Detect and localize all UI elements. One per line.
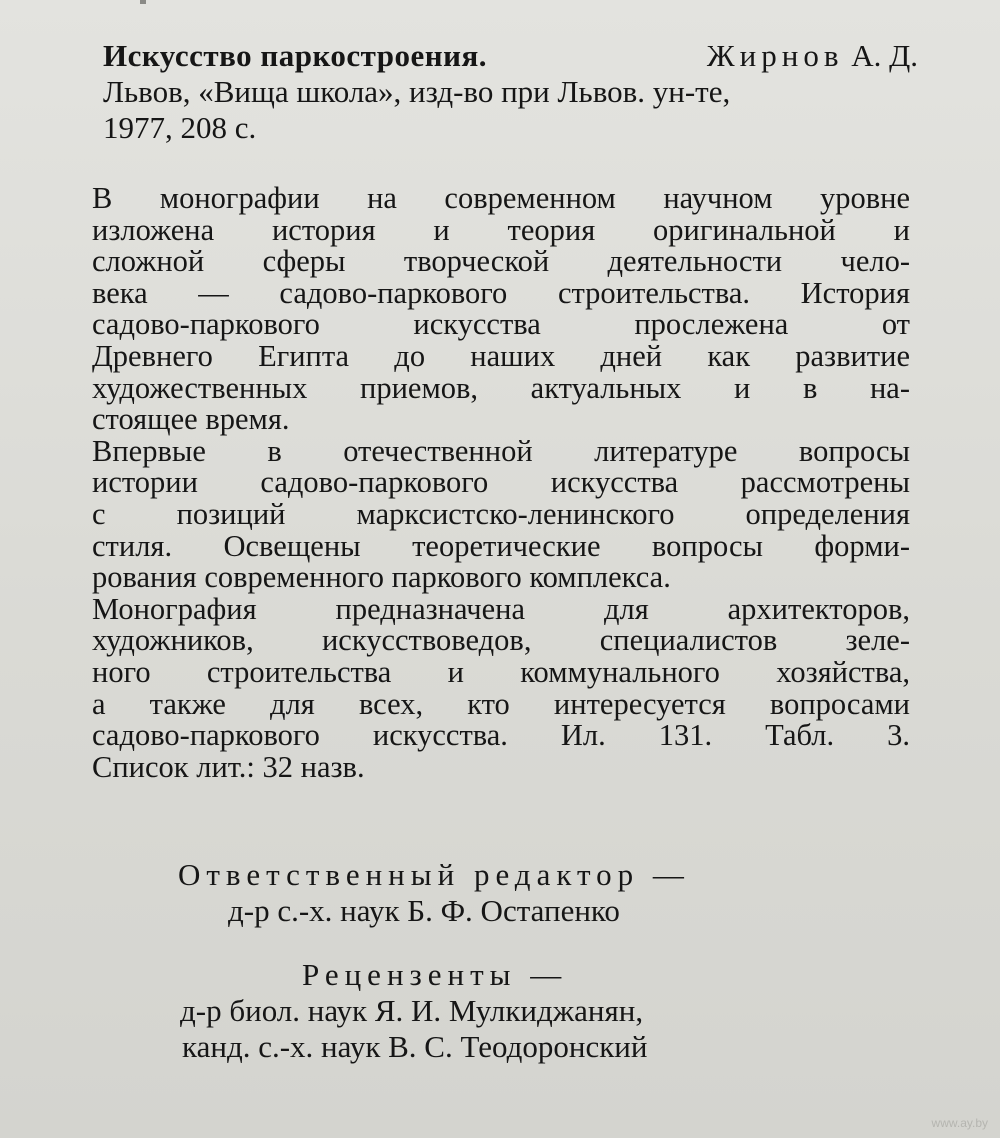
- abstract-line: В монографии на современном научном уровне: [92, 181, 910, 215]
- abstract-line: садово-паркового искусства прослежена от: [92, 307, 910, 342]
- reviewers-credit: [0, 957, 1000, 1065]
- abstract-line: художников, искусствоведов, специалистов зеле-: [92, 623, 910, 658]
- reviewer-name: канд. с.-х. наук В. С. Теодоронский: [182, 1029, 648, 1064]
- biblio-first-line: [103, 38, 918, 74]
- abstract-line: изложена история и теория оригинальной и: [92, 212, 910, 247]
- abstract-line: художественных приемов, актуальных и в на-: [92, 370, 910, 405]
- abstract-line: истории садово-паркового искусства рассмотрены: [92, 465, 910, 500]
- abstract-line: сложной сферы творческой деятельности чело-: [92, 244, 910, 279]
- abstract-line: стоящее время.: [92, 402, 290, 437]
- reviewer-name: д-р биол. наук Я. И. Мулкиджанян,: [180, 993, 644, 1028]
- abstract-line: века — садово-паркового строительства. История: [92, 275, 910, 310]
- imprint-line: Львов, «Вища школа», изд-во при Львов. ун-те,: [103, 74, 731, 109]
- abstract-text: [92, 183, 910, 783]
- editor-role: Ответственный редактор —: [178, 857, 690, 892]
- abstract-line: садово-паркового искусства. Ил. 131. Табл. 3.: [92, 718, 910, 753]
- corner-ink-mark: [140, 0, 146, 4]
- abstract-line: рования современного паркового комплекса.: [92, 560, 671, 595]
- abstract-line: Список лит.: 32 назв.: [92, 749, 365, 784]
- abstract-line: с позиций марксистско-ленинского определения: [92, 496, 910, 531]
- reviewers-role: Рецензенты —: [302, 957, 568, 992]
- editor-name: д-р с.-х. наук Б. Ф. Остапенко: [228, 893, 620, 928]
- author-surname: Жирнов: [706, 38, 844, 73]
- bibliographic-entry: [103, 38, 918, 146]
- watermark: www.ay.by: [931, 1116, 988, 1130]
- abstract-line: а также для всех, кто интересуется вопросами: [92, 686, 910, 721]
- abstract-line: стиля. Освещены теоретические вопросы форми-: [92, 528, 910, 563]
- author: [707, 38, 918, 74]
- abstract-line: Монография предназначена для архитекторов,: [92, 591, 910, 626]
- book-title: Искусство паркостроения.: [103, 38, 488, 73]
- year-pages: 1977, 208 с.: [103, 110, 257, 145]
- abstract-line: ного строительства и коммунального хозяйства,: [92, 654, 910, 689]
- author-initials: А. Д.: [851, 38, 918, 73]
- abstract-line: Впервые в отечественной литературе вопросы: [92, 433, 910, 468]
- abstract-line: Древнего Египта до наших дней как развитие: [92, 338, 910, 373]
- editor-credit: [0, 857, 1000, 929]
